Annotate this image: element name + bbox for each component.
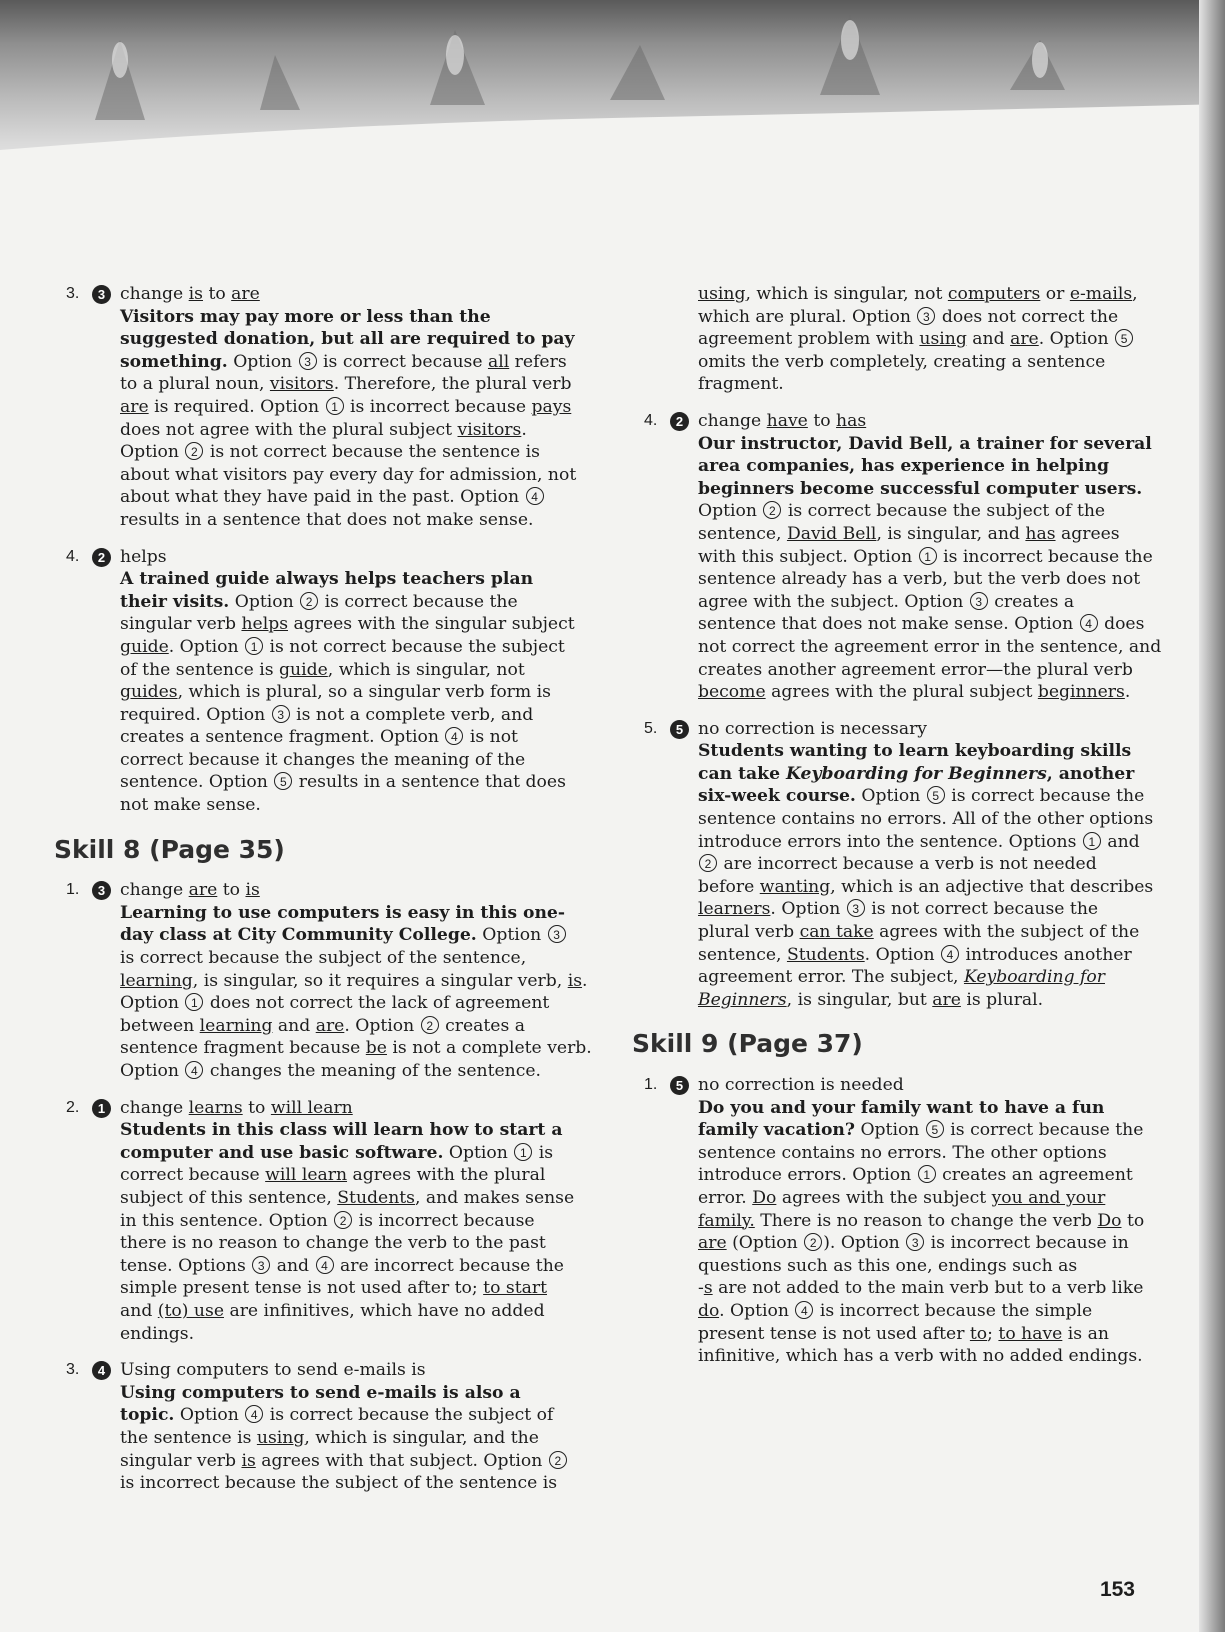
text-line: is correct because the subject of the sentence,	[120, 948, 527, 969]
text-line: about what they have paid in the past. Option 4	[120, 486, 562, 509]
left-column	[54, 283, 592, 1509]
text-line: before wanting, which is an adjective that describes	[698, 876, 1154, 897]
text-line: correct because it changes the meaning of the	[120, 749, 526, 770]
text-line: sentence already has a verb, but the verb does not	[698, 569, 1141, 590]
text-line: singular verb helps agrees with the singular subject	[120, 614, 575, 635]
text-line: Our instructor, David Bell, a trainer for several	[698, 433, 1152, 454]
text-line: Do you and your family want to have a fun	[698, 1097, 1105, 1118]
text-line: plural verb can take agrees with the subject of the	[698, 922, 1140, 943]
text-line: Learning to use computers is easy in this one-	[120, 902, 566, 923]
text-line: sentence contains no errors. The other options	[698, 1142, 1107, 1163]
text-line: with this subject. Option 1 is incorrect because the	[698, 546, 1153, 567]
text-line: correct because will learn agrees with the plural	[120, 1165, 546, 1186]
answer-number: 3.	[66, 1361, 80, 1379]
text-line: Students in this class will learn how to start a	[120, 1120, 563, 1141]
text-line: their visits. Option 2 is correct because the	[120, 591, 518, 612]
continued-answer	[640, 283, 1138, 396]
text-line: family. There is no reason to change the verb Do to	[698, 1210, 1145, 1231]
text-line: Students wanting to learn keyboarding skills	[698, 741, 1132, 762]
text-line: tense. Options 3 and 4 are incorrect because the	[120, 1255, 564, 1276]
answer-number: 1.	[66, 881, 80, 899]
answer-choice-badge: 2	[670, 412, 689, 431]
answer-item	[640, 1074, 1145, 1368]
text-line: guide. Option 1 is not correct because the subject	[120, 636, 565, 657]
text-line: agreement error. The subject, Keyboarding for	[698, 967, 1105, 988]
text-line: Option 1 does not correct the lack of agreement	[120, 993, 550, 1014]
text-line: introduce errors into the sentence. Options 1 and	[698, 831, 1140, 852]
text-line: sentence, David Bell, is singular, and has agrees	[698, 523, 1120, 544]
text-line: introduce errors. Option 1 creates an agreement	[698, 1165, 1133, 1186]
text-line: change have to has	[698, 410, 867, 431]
text-line: questions such as this one, endings such as	[698, 1255, 1078, 1276]
text-line: Beginners, is singular, but are is plural.	[698, 989, 1044, 1010]
answer-item	[62, 546, 575, 817]
text-line: omits the verb completely, creating a sentence	[698, 351, 1106, 372]
text-line: sentence that does not make sense. Option 4 does	[698, 614, 1145, 635]
text-line: fragment.	[698, 374, 784, 395]
text-line: do. Option 4 is incorrect because the simple	[698, 1300, 1093, 1321]
text-line: agreement problem with using and are. Option 5	[698, 328, 1135, 351]
text-line: area companies, has experience in helping	[698, 456, 1109, 477]
text-line: required. Option 3 is not a complete verb, and	[120, 704, 534, 725]
text-line: 2 are incorrect because a verb is not needed	[698, 853, 1135, 876]
text-line: guides, which is plural, so a singular verb form is	[120, 682, 551, 703]
text-line: not correct the agreement error in the sentence, and	[698, 636, 1162, 657]
text-line: sentence fragment because be is not a complete verb.	[120, 1038, 592, 1059]
text-line: endings.	[120, 1323, 195, 1344]
text-line: and (to) use are infinitives, which have no added	[120, 1300, 545, 1321]
text-line: become agrees with the plural subject beginners.	[698, 682, 1131, 703]
text-line: using, which is singular, not computers or e-mails,	[698, 284, 1138, 304]
text-line: topic. Option 4 is correct because the subject of	[120, 1405, 554, 1426]
text-line: family vacation? Option 5 is correct because the	[698, 1120, 1144, 1141]
text-line: learning, is singular, so it requires a singular verb, is.	[120, 970, 588, 991]
text-line: -s are not added to the main verb but to a verb like	[698, 1278, 1144, 1299]
answer-number: 2.	[66, 1098, 80, 1116]
text-line: present tense is not used after to; to have is an	[698, 1323, 1109, 1344]
text-line: six-week course. Option 5 is correct because the	[698, 786, 1145, 807]
text-line: error. Do agrees with the subject you and your	[698, 1187, 1106, 1208]
text-line: Option 4 changes the meaning of the sentence.	[120, 1061, 542, 1081]
answer-choice-badge: 1	[92, 1099, 111, 1118]
text-line: singular verb is agrees with that subject. Option 2	[120, 1450, 562, 1473]
text-line: which are plural. Option 3 does not correct the	[698, 306, 1119, 327]
page-number: 153	[1099, 1578, 1135, 1601]
text-line: in this sentence. Option 2 is incorrect because	[120, 1210, 535, 1231]
header-banner-image	[0, 0, 1225, 175]
skill-heading: Skill 9 (Page 37)	[632, 1029, 863, 1059]
text-line: there is no reason to change the verb to the past	[120, 1233, 546, 1254]
text-line: is incorrect because the subject of the sentence is	[120, 1473, 558, 1494]
text-line: can take Keyboarding for Beginners, another	[698, 763, 1135, 784]
text-line: suggested donation, but all are required to pay	[120, 329, 575, 350]
text-line: change are to is	[120, 880, 260, 901]
text-line: creates a sentence fragment. Option 4 is not	[120, 727, 518, 748]
answer-choice-badge: 3	[92, 881, 111, 900]
page-edge-shadow	[1199, 0, 1225, 1632]
text-line: computer and use basic software. Option 1 is	[120, 1142, 554, 1163]
answer-item	[640, 410, 1162, 704]
text-line: of the sentence is guide, which is singular, not	[120, 659, 525, 680]
text-line: learners. Option 3 is not correct because the	[698, 899, 1099, 920]
answer-item	[62, 1359, 562, 1495]
text-line: day class at City Community College. Option 3	[120, 924, 562, 947]
text-line: to a plural noun, visitors. Therefore, the plural verb	[120, 374, 572, 395]
answer-number: 1.	[644, 1076, 658, 1093]
text-line: about what visitors pay every day for admission, not	[120, 464, 577, 485]
text-line: results in a sentence that does not make sense.	[120, 509, 534, 530]
text-line: sentence. Option 5 results in a sentence that does	[120, 772, 566, 793]
text-line: something. Option 3 is correct because all refers	[120, 351, 567, 372]
text-line: Option 2 is correct because the subject of the	[698, 501, 1106, 522]
text-line: sentence, Students. Option 4 introduces another	[698, 944, 1132, 965]
text-line: change learns to will learn	[120, 1097, 353, 1118]
answer-number: 4.	[644, 411, 658, 429]
answer-choice-badge: 4	[92, 1361, 111, 1380]
text-line: helps	[120, 546, 167, 567]
text-line: sentence contains no errors. All of the other options	[698, 809, 1154, 830]
answer-choice-badge: 2	[92, 548, 111, 567]
text-line: subject of this sentence, Students, and makes sense	[120, 1187, 575, 1208]
text-line: not make sense.	[120, 795, 261, 816]
text-line: creates another agreement error—the plural verb	[698, 659, 1133, 680]
text-line: does not agree with the plural subject visitors.	[120, 419, 527, 440]
answer-item	[62, 283, 577, 532]
answer-item	[62, 879, 592, 1082]
answer-number: 4.	[66, 547, 80, 565]
text-line: between learning and are. Option 2 creates a	[120, 1015, 525, 1036]
text-line: are is required. Option 1 is incorrect because pays	[120, 396, 572, 417]
text-line: Visitors may pay more or less than the	[120, 306, 491, 327]
answer-number: 5.	[644, 719, 658, 737]
text-line: Using computers to send e-mails is also a	[120, 1382, 521, 1403]
text-line: no correction is necessary	[698, 718, 928, 739]
answer-choice-badge: 5	[670, 1076, 689, 1095]
text-line: beginners become successful computer users.	[698, 478, 1143, 499]
right-column	[632, 283, 1162, 1382]
answer-choice-badge: 5	[670, 720, 689, 739]
answer-item	[640, 718, 1154, 1012]
text-line: change is to are	[120, 284, 260, 304]
text-line: Option 2 is not correct because the sentence is	[120, 442, 540, 463]
text-line: infinitive, which has a verb with no added endings.	[698, 1346, 1143, 1367]
answer-choice-badge: 3	[92, 285, 111, 304]
text-line: agree with the subject. Option 3 creates a	[698, 591, 1075, 612]
skill-heading: Skill 8 (Page 35)	[54, 834, 285, 864]
text-line: Using computers to send e-mails is	[120, 1360, 426, 1381]
answer-item	[62, 1097, 575, 1346]
text-line: are (Option 2 ). Option 3 is incorrect because in	[698, 1233, 1129, 1254]
text-line: the sentence is using, which is singular, and the	[120, 1427, 539, 1448]
answer-number: 3.	[66, 285, 80, 302]
text-line: A trained guide always helps teachers plan	[120, 569, 534, 590]
text-line: no correction is needed	[698, 1075, 904, 1095]
text-line: simple present tense is not used after to; to start	[120, 1278, 547, 1299]
